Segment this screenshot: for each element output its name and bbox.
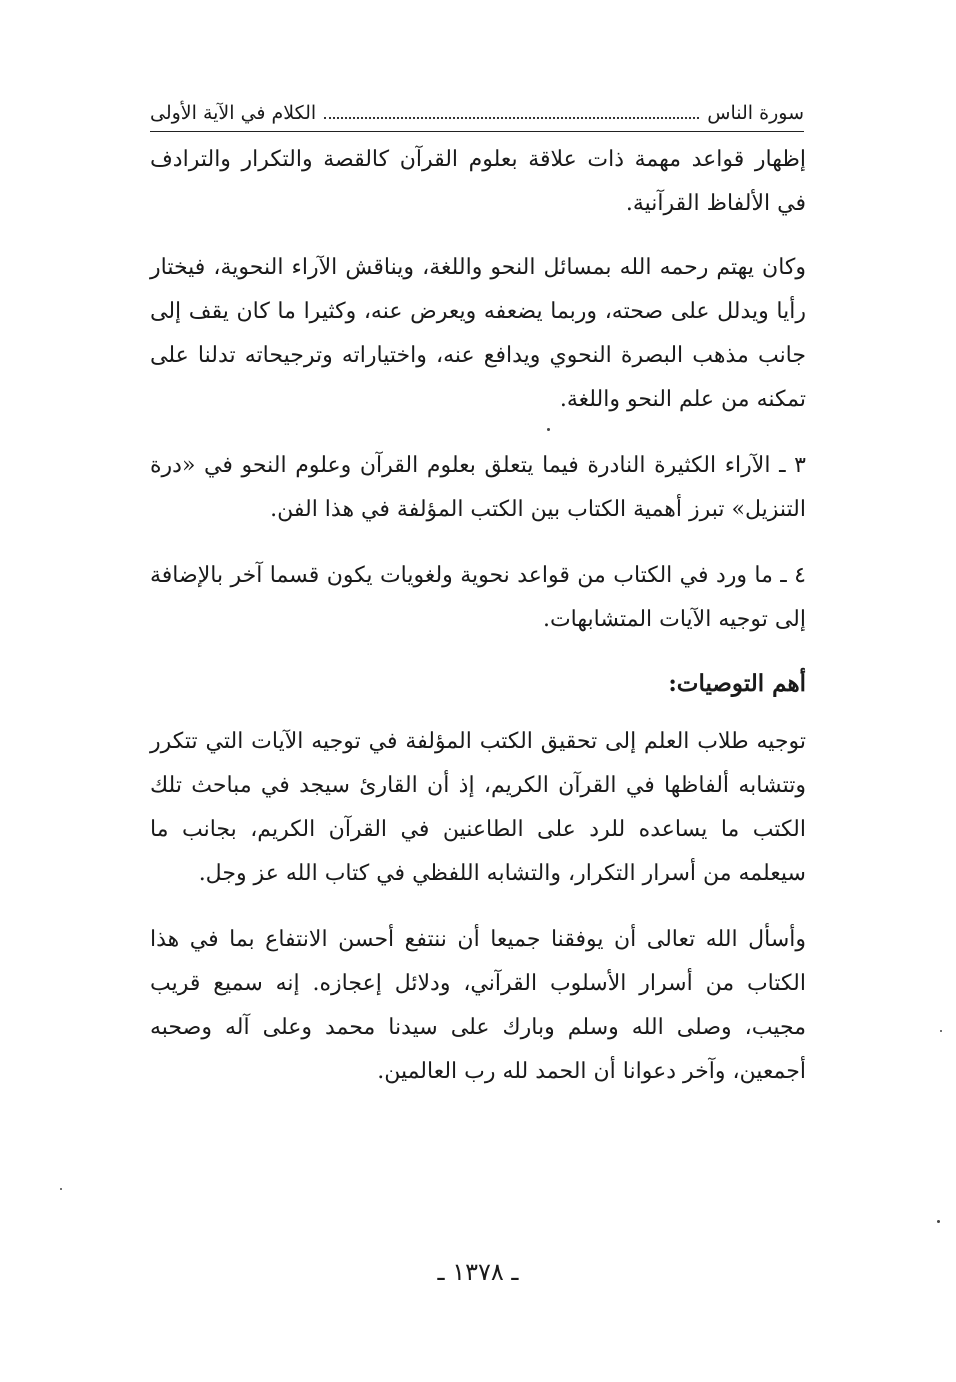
page-number: ـ ١٣٧٨ ـ [437, 1258, 519, 1286]
header-leader-dots [324, 116, 699, 119]
surah-title: سورة الناس [707, 102, 804, 124]
paragraph-point-3: ٣ ـ الآراء الكثيرة النادرة فيما يتعلق بعلوم القرآن وعلوم النحو في «درة التنزيل» تبرز أهمية الكتاب بين الكتب المؤلفة في هذا الفن. [150, 453, 806, 522]
recommendation-paragraph: توجيه طلاب العلم إلى تحقيق الكتب المؤلفة في توجيه الآيات التي تتكرر وتتشابه ألفاظها في القرآن الكريم، إذ أن القارئ سيجد في مباحث تلك الكتب ما يساعده للرد على الطاعنين في القرآن الكريم، بجانب ما سيعلمه من أسرار التكرار، والتشابه اللفظي في كتاب الله عز وجل. [150, 729, 806, 886]
closing-paragraph: وأسأل الله تعالى أن يوفقنا جميعا أن ننتفع أحسن الانتفاع بما في هذا الكتاب من أسرار الأسلوب القرآني، ودلائل إعجازه. إنه سميع قريب مجيب، وصلى الله وسلم وبارك على سيدنا محمد وعلى آله وصحبه أجمعين، وآخر دعوانا أن الحمد لله رب العالمين. [150, 927, 806, 1084]
recommendations-heading: أهم التوصيات: [668, 670, 806, 697]
paragraph-1: إظهار قواعد مهمة ذات علاقة بعلوم القرآن كالقصة والتكرار والترادف في الألفاظ القرآنية. [150, 147, 806, 216]
running-header [150, 92, 804, 132]
paragraph-2: وكان يهتم رحمه الله بمسائل النحو واللغة، ويناقش الآراء النحوية، فيختار رأيا ويدلل على صحته، وربما يضعفه ويعرض عنه، وكثيرا ما كان يقف إلى جانب مذهب البصرة النحوي ويدافع عنه، واختياراته وترجيحاته تدلنا على تمكنه من علم النحو واللغة. [150, 255, 806, 412]
scan-speck [940, 1030, 942, 1032]
body-text [150, 138, 806, 1116]
scan-speck [547, 428, 550, 431]
section-topic: الكلام في الآية الأولى [150, 102, 317, 124]
scan-speck [60, 1188, 62, 1190]
paragraph-point-4: ٤ ـ ما ورد في الكتاب من قواعد نحوية ولغويات يكون قسما آخر بالإضافة إلى توجيه الآيات المتشابهات. [150, 563, 806, 632]
scan-speck [937, 1220, 940, 1223]
